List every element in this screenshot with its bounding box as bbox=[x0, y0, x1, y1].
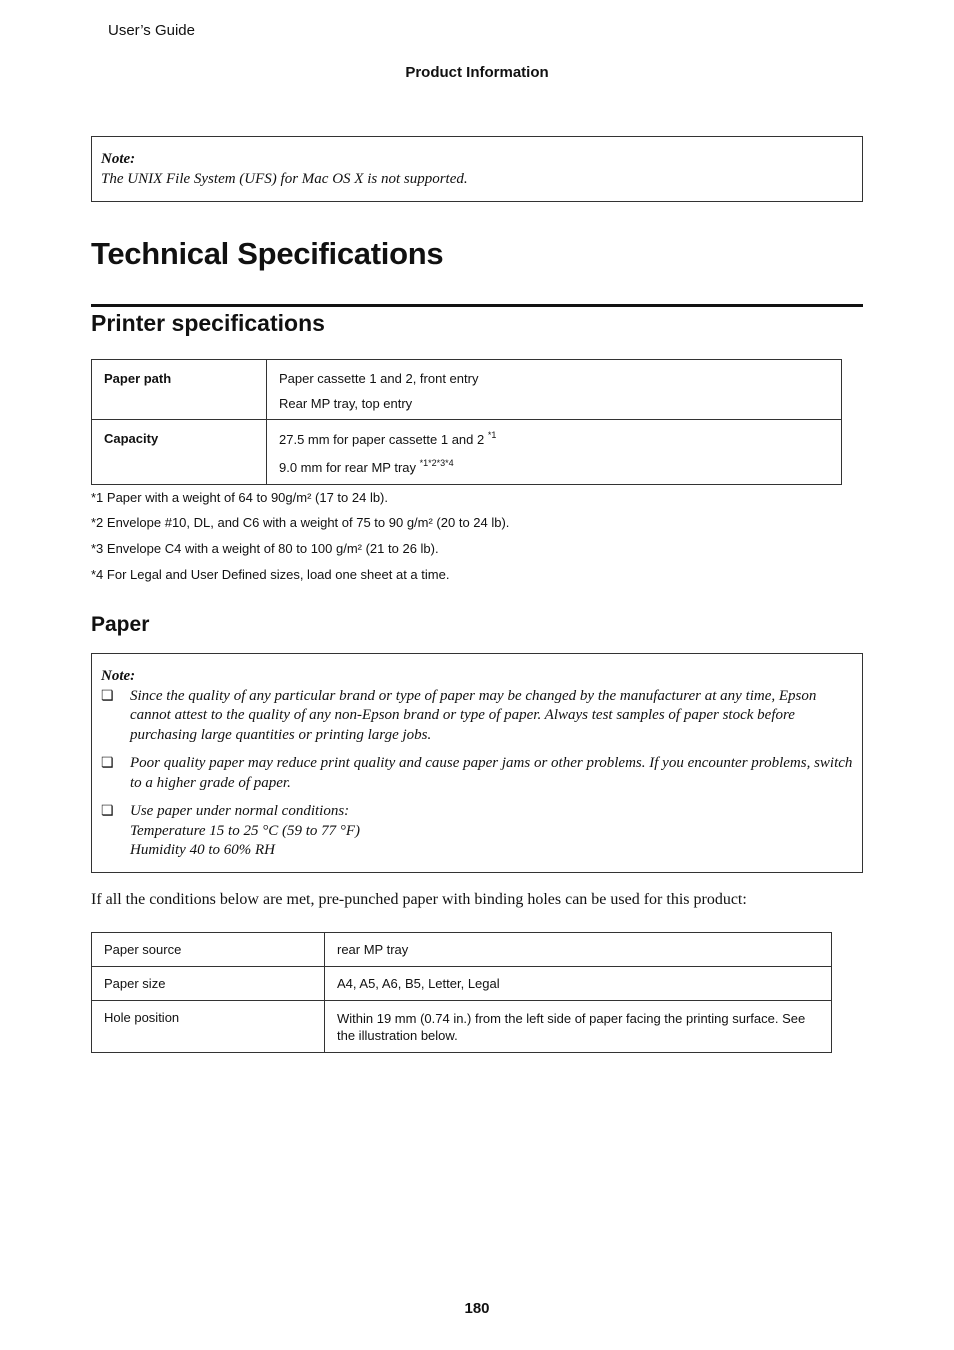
value-line bbox=[279, 457, 829, 476]
note-title: Note: bbox=[101, 151, 136, 167]
footnote-ref: *1 bbox=[487, 429, 497, 440]
footnote: *4 For Legal and User Defined sizes, load one sheet at a time. bbox=[91, 567, 450, 582]
punched-paper-table bbox=[91, 932, 832, 1053]
note-box-paper bbox=[91, 653, 863, 873]
note-list bbox=[101, 687, 853, 861]
list-item bbox=[101, 802, 853, 861]
checkbox-bullet-icon: ❏ bbox=[101, 688, 114, 704]
table-label: Paper size bbox=[92, 967, 325, 1001]
table-row bbox=[92, 967, 832, 1001]
running-head: User’s Guide bbox=[108, 22, 195, 39]
note-box-ufs bbox=[91, 136, 863, 202]
list-item-text: Temperature 15 to 25 °C (59 to 77 °F) bbox=[130, 822, 361, 839]
value-text: 27.5 mm for paper cassette 1 and 2 bbox=[279, 432, 485, 447]
printer-spec-table bbox=[91, 359, 842, 485]
footnote: *3 Envelope C4 with a weight of 80 to 100 g/m² (21 to 26 lb). bbox=[91, 541, 439, 556]
table-label: Paper path bbox=[92, 360, 267, 420]
value-line bbox=[279, 429, 829, 448]
footnote: *1 Paper with a weight of 64 to 90g/m² (17 to 24 lb). bbox=[91, 490, 389, 505]
note-text: The UNIX File System (UFS) for Mac OS X is not supported. bbox=[101, 170, 468, 187]
section-rule bbox=[91, 304, 863, 307]
list-item-text: Poor quality paper may reduce print quality and cause paper jams or other problems. If you encounter problems, switch to a higher grade of paper. bbox=[130, 755, 853, 791]
table-row bbox=[92, 420, 842, 485]
table-label: Hole position bbox=[92, 1001, 325, 1053]
subsection-title: Printer specifications bbox=[91, 310, 325, 336]
page-number: 180 bbox=[464, 1300, 490, 1317]
list-item-text: Humidity 40 to 60% RH bbox=[130, 842, 275, 858]
checkbox-bullet-icon: ❏ bbox=[101, 756, 114, 771]
table-value bbox=[267, 360, 842, 420]
list-item-text: Since the quality of any particular brand or type of paper may be changed by the manufacturer at any time, Epson cannot attest to the quality of any non-Epson brand or type of paper. Always test samples of paper stock before purchasing large quantities or printing large jobs. bbox=[130, 687, 817, 743]
table-row bbox=[92, 360, 842, 420]
table-row bbox=[92, 933, 832, 967]
table-row bbox=[92, 1001, 832, 1053]
footnote: *2 Envelope #10, DL, and C6 with a weight of 75 to 90 g/m² (20 to 24 lb). bbox=[91, 515, 510, 530]
paper-heading: Paper bbox=[91, 613, 150, 636]
list-item-text: Use paper under normal conditions: bbox=[130, 803, 350, 819]
list-item bbox=[101, 687, 853, 746]
table-value: A4, A5, A6, B5, Letter, Legal bbox=[325, 967, 832, 1001]
body-paragraph: If all the conditions below are met, pre-punched paper with binding holes can be used for this product: bbox=[91, 891, 747, 908]
table-label: Capacity bbox=[92, 420, 267, 485]
table-value bbox=[267, 420, 842, 485]
section-title: Technical Specifications bbox=[91, 236, 444, 271]
value-text: 9.0 mm for rear MP tray bbox=[279, 460, 417, 475]
footnote-ref: *1*2*3*4 bbox=[419, 457, 454, 468]
table-label: Paper source bbox=[92, 933, 325, 967]
list-item bbox=[101, 754, 853, 793]
checkbox-bullet-icon: ❏ bbox=[101, 804, 114, 819]
note-title: Note: bbox=[101, 668, 136, 684]
value-line: Paper cassette 1 and 2, front entry bbox=[279, 371, 479, 386]
value-line: Rear MP tray, top entry bbox=[279, 396, 413, 411]
chapter-title: Product Information bbox=[405, 64, 549, 81]
table-value: rear MP tray bbox=[325, 933, 832, 967]
table-value: Within 19 mm (0.74 in.) from the left side of paper facing the printing surface. See the illustration below. bbox=[325, 1001, 832, 1053]
